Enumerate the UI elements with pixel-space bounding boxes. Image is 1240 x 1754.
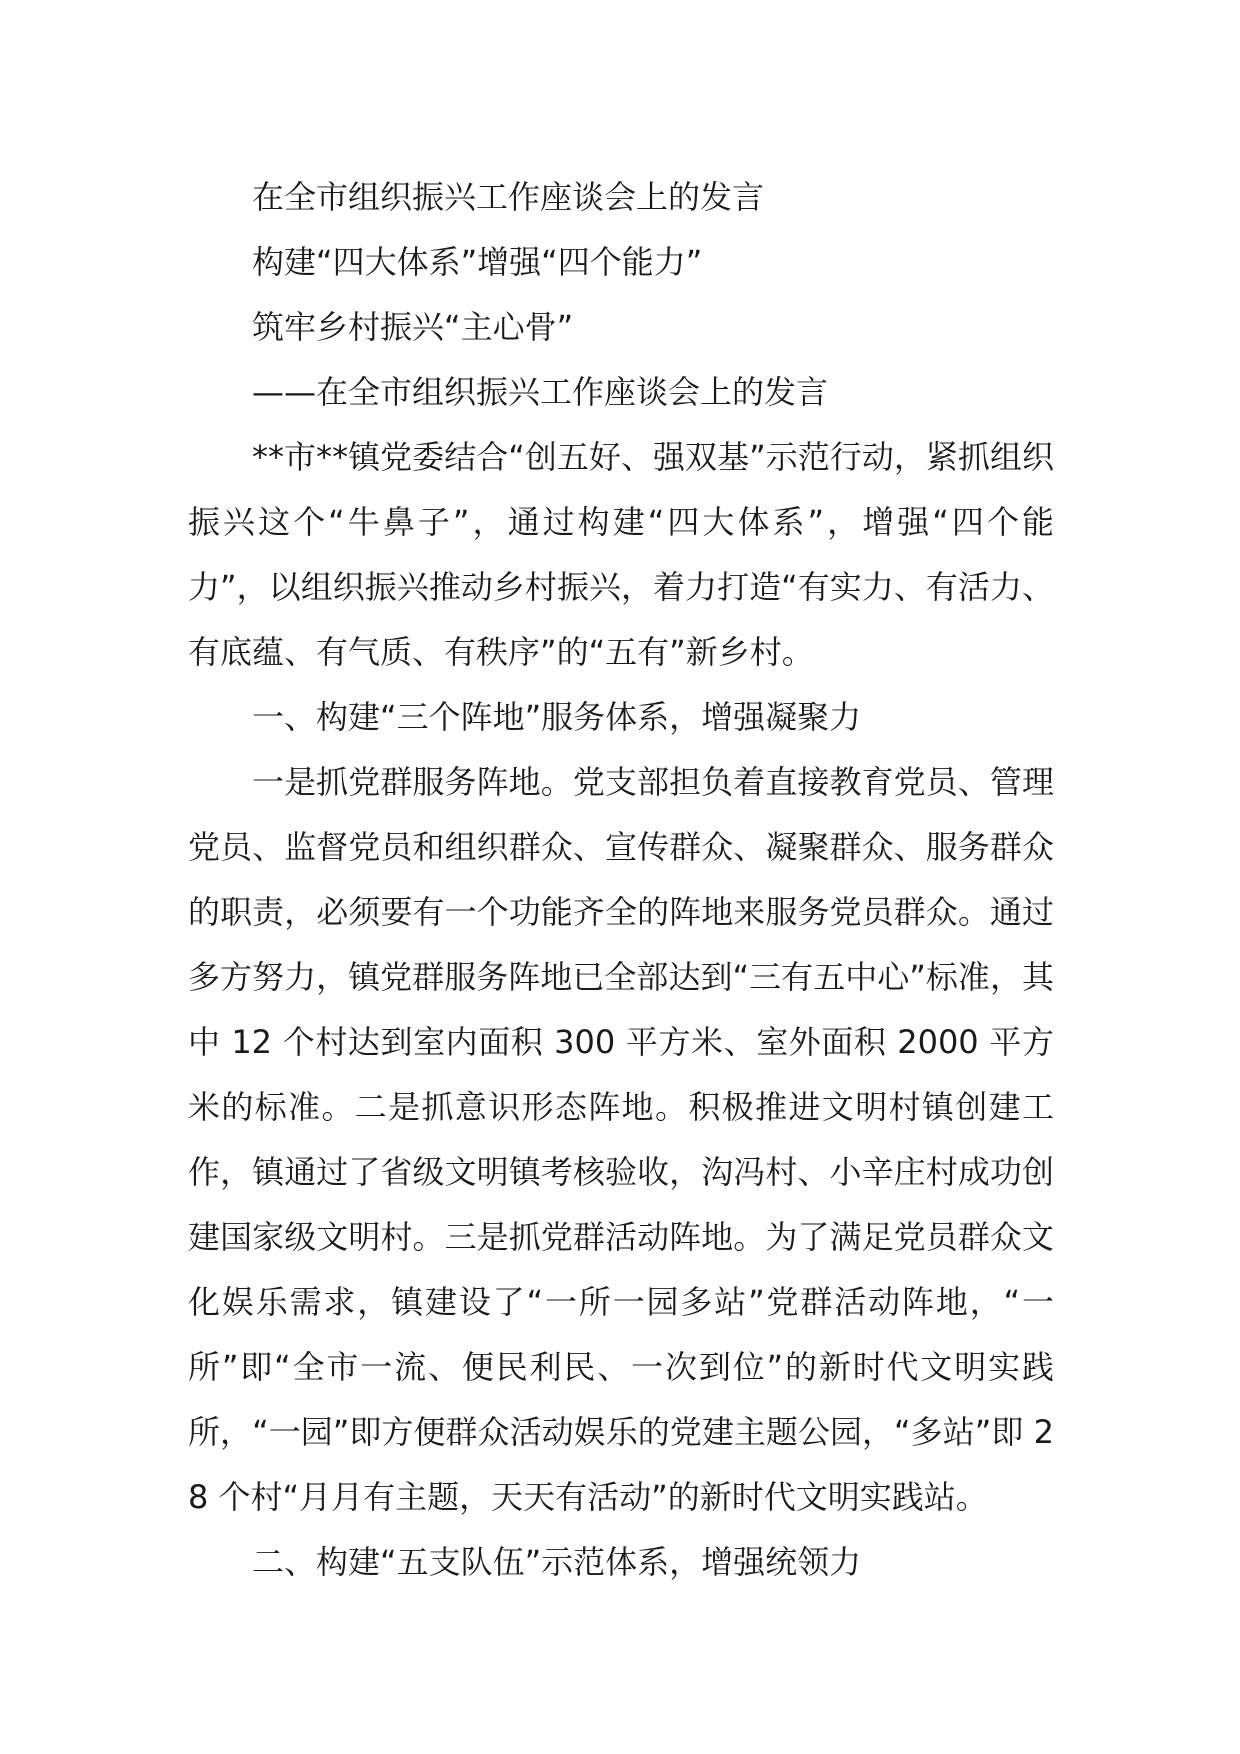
- headline-2: 筑牢乡村振兴“主心骨”: [252, 308, 574, 346]
- headline-1: 构建“四大体系”增强“四个能力”: [252, 243, 703, 281]
- subtitle: ——在全市组织振兴工作座谈会上的发言: [252, 373, 829, 411]
- section-1-heading: 一、构建“三个阵地”服务体系，增强凝聚力: [252, 698, 862, 736]
- section-2-heading: 二、构建“五支队伍”示范体系，增强统领力: [252, 1543, 862, 1581]
- document-body: [188, 165, 1054, 1595]
- intro-paragraph: **市**镇党委结合“创五好、强双基”示范行动，紧抓组织振兴这个“牛鼻子”，通过构建“四大体系”，增强“四个能力”，以组织振兴推动乡村振兴，着力打造“有实力、有活力、有底蕴、有气质、有秩序”的“五有”新乡村。: [188, 438, 1054, 671]
- title-line: 在全市组织振兴工作座谈会上的发言: [252, 178, 765, 216]
- section-1-body: 一是抓党群服务阵地。党支部担负着直接教育党员、管理党员、监督党员和组织群众、宣传群众、凝聚群众、服务群众的职责，必须要有一个功能齐全的阵地来服务党员群众。通过多方努力，镇党群服务阵地已全部达到“三有五中心”标准，其中 12 个村达到室内面积 300 平方米、室外面积 2000 平方米的标准。二是抓意识形态阵地。积极推进文明村镇创建工作，镇通过了省级文明镇考核验收，沟冯村、小辛庄村成功创建国家级文明村。三是抓党群活动阵地。为了满足党员群众文化娱乐需求，镇建设了“一所一园多站”党群活动阵地，“一所”即“全市一流、便民利民、一次到位”的新时代文明实践所，“一园”即方便群众活动娱乐的党建主题公园，“多站”即 28 个村“月月有主题，天天有活动”的新时代文明实践站。: [188, 763, 1054, 1516]
